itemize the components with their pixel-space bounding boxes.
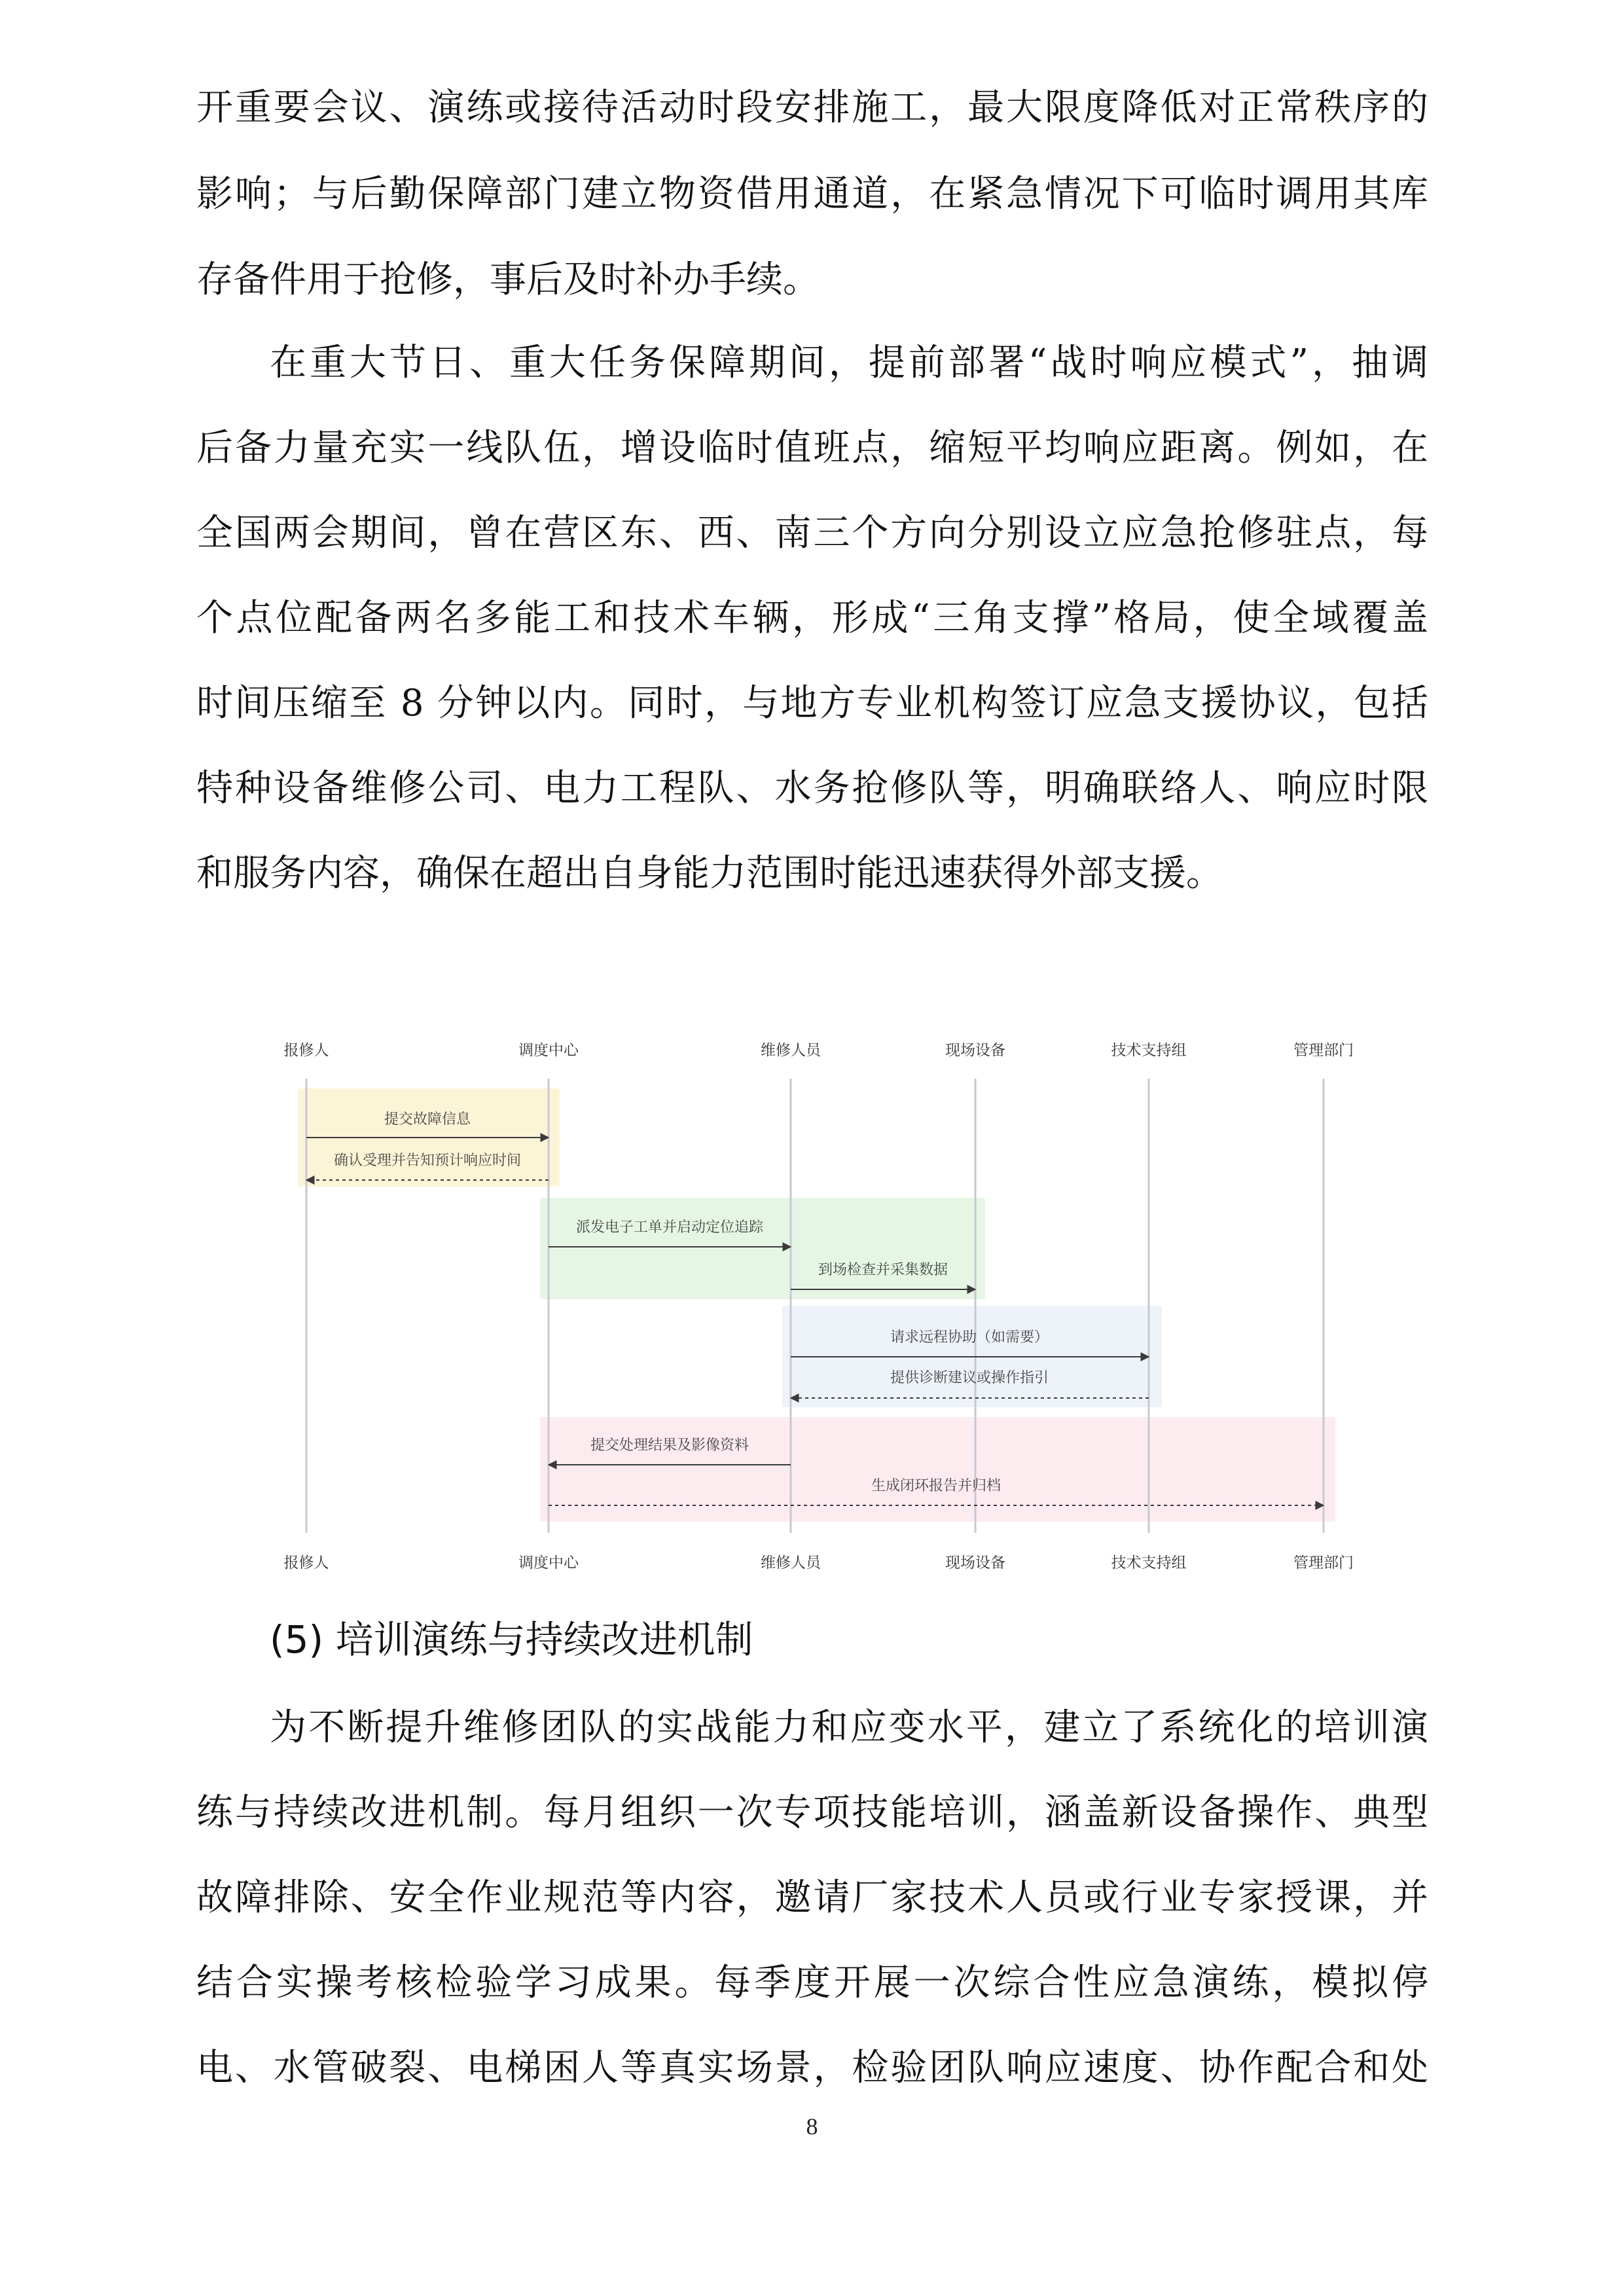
paragraph-3-line-3: 故障排除、安全作业规范等内容，邀请厂家技术人员或行业专家授课，并 bbox=[196, 1876, 1428, 1919]
participant-top-tech-support: 技术支持组 bbox=[1111, 1042, 1187, 1059]
paragraph-1-line-1: 开重要会议、演练或接待活动时段安排施工，最大限度降低对正常秩序的 bbox=[196, 86, 1428, 129]
message-6-label: 提供诊断建议或操作指引 bbox=[890, 1370, 1049, 1386]
participant-bottom-onsite-equipment: 现场设备 bbox=[945, 1554, 1005, 1571]
participant-bottom-dispatch-center: 调度中心 bbox=[518, 1554, 579, 1571]
message-8-label: 生成闭环报告并归档 bbox=[871, 1478, 1001, 1494]
paragraph-3-line-5: 电、水管破裂、电梯困人等真实场景，检验团队响应速度、协作配合和处 bbox=[196, 2047, 1428, 2089]
paragraph-3-line-4: 结合实操考核检验学习成果。每季度开展一次综合性应急演练，模拟停 bbox=[196, 1962, 1428, 2004]
message-4-label: 到场检查并采集数据 bbox=[818, 1262, 948, 1278]
section-heading: (5) 培训演练与持续改进机制 bbox=[270, 1617, 753, 1662]
paragraph-1-line-3: 存备件用于抢修，事后及时补办手续。 bbox=[196, 259, 820, 301]
group-dispatch-box bbox=[540, 1198, 985, 1299]
paragraph-2-line-5: 时间压缩至 8 分钟以内。同时，与地方专业机构签订应急支援协议，包括 bbox=[196, 682, 1428, 725]
participant-top-management: 管理部门 bbox=[1293, 1042, 1354, 1059]
paragraph-2-line-7: 和服务内容，确保在超出自身能力范围时能迅速获得外部支援。 bbox=[196, 852, 1223, 895]
participant-top-reporter: 报修人 bbox=[283, 1042, 329, 1059]
message-2-label: 确认受理并告知预计响应时间 bbox=[333, 1153, 522, 1169]
participant-bottom-management: 管理部门 bbox=[1293, 1554, 1354, 1571]
paragraph-2-line-6: 特种设备维修公司、电力工程队、水务抢修队等，明确联络人、响应时限 bbox=[196, 767, 1428, 810]
paragraph-2-line-1: 在重大节日、重大任务保障期间，提前部署“战时响应模式”，抽调 bbox=[270, 342, 1428, 384]
page-number: 8 bbox=[806, 2113, 818, 2140]
participant-top-repair-staff: 维修人员 bbox=[761, 1042, 821, 1059]
message-3-label: 派发电子工单并启动定位追踪 bbox=[575, 1219, 764, 1236]
paragraph-2-line-2: 后备力量充实一线队伍，增设临时值班点，缩短平均响应距离。例如，在 bbox=[196, 427, 1428, 469]
participant-top-onsite-equipment: 现场设备 bbox=[945, 1042, 1005, 1059]
paragraph-2-line-4: 个点位配备两名多能工和技术车辆，形成“三角支撑”格局，使全域覆盖 bbox=[196, 597, 1428, 639]
participant-bottom-tech-support: 技术支持组 bbox=[1111, 1554, 1187, 1571]
paragraph-3-line-2: 练与持续改进机制。每月组织一次专项技能培训，涵盖新设备操作、典型 bbox=[196, 1791, 1428, 1834]
message-5-label: 请求远程协助（如需要） bbox=[890, 1329, 1049, 1346]
paragraph-1-line-2: 影响；与后勤保障部门建立物资借用通道，在紧急情况下可临时调用其库 bbox=[196, 173, 1428, 215]
paragraph-2-line-3: 全国两会期间，曾在营区东、西、南三个方向分别设立应急抢修驻点，每 bbox=[196, 512, 1428, 554]
message-1-label: 提交故障信息 bbox=[384, 1111, 471, 1128]
message-7-label: 提交处理结果及影像资料 bbox=[590, 1437, 749, 1454]
paragraph-3-line-1: 为不断提升维修团队的实战能力和应变水平，建立了系统化的培训演 bbox=[270, 1706, 1428, 1749]
participant-bottom-reporter: 报修人 bbox=[283, 1554, 329, 1571]
participant-top-dispatch-center: 调度中心 bbox=[518, 1042, 579, 1059]
participant-bottom-repair-staff: 维修人员 bbox=[761, 1554, 821, 1571]
